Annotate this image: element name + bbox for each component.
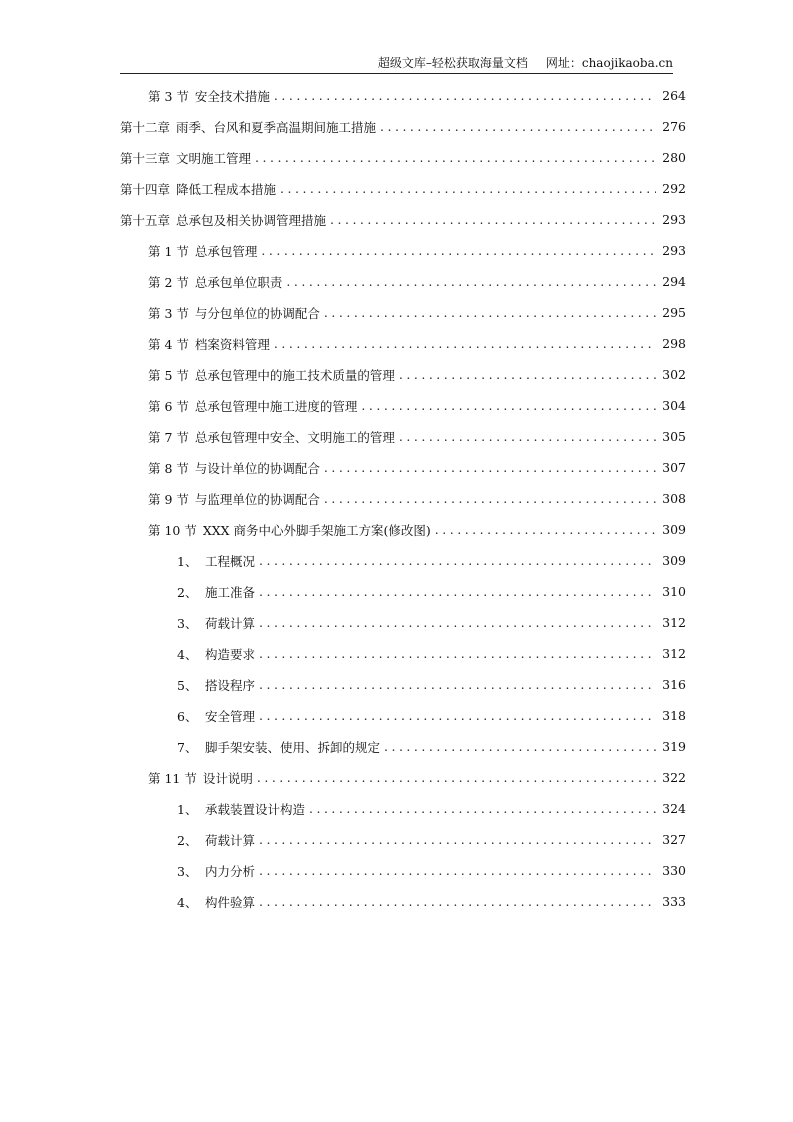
toc-entry-title: 与监理单位的协调配合	[194, 491, 320, 507]
toc-leader-dots	[330, 212, 656, 227]
toc-entry[interactable]	[120, 731, 686, 762]
toc-leader-dots	[261, 243, 656, 258]
header-site-title: 超级文库–轻松获取海量文档	[377, 56, 528, 70]
toc-entry[interactable]	[120, 576, 686, 607]
toc-entry-number: 第 2 节	[148, 274, 189, 290]
toc-entry[interactable]	[120, 421, 686, 452]
toc-entry-page: 333	[662, 894, 686, 909]
toc-entry[interactable]	[120, 328, 686, 359]
toc-entry-page: 307	[662, 460, 686, 475]
toc-entry-page: 293	[662, 212, 686, 227]
toc-entry-title: 降低工程成本措施	[176, 181, 277, 197]
toc-leader-dots	[259, 677, 656, 692]
toc-entry-page: 324	[662, 801, 686, 816]
toc-entry-title: 文明施工管理	[176, 150, 252, 166]
page-header	[120, 55, 673, 74]
toc-entry[interactable]	[120, 204, 686, 235]
toc-entry[interactable]	[120, 855, 686, 886]
toc-entry-number: 第十三章	[120, 150, 171, 166]
toc-leader-dots	[324, 491, 656, 506]
toc-entry[interactable]	[120, 762, 686, 793]
toc-leader-dots	[259, 584, 656, 599]
toc-entry-page: 319	[662, 739, 686, 754]
toc-leader-dots	[384, 739, 656, 754]
toc-entry-page: 276	[662, 119, 686, 134]
header-url[interactable]: chaojikaoba.cn	[581, 56, 673, 70]
toc-entry-title: 脚手架安装、使用、拆卸的规定	[205, 739, 381, 755]
toc-entry-title: 总承包管理	[194, 243, 258, 259]
toc-entry-title: 与设计单位的协调配合	[194, 460, 320, 476]
toc-entry-number: 第 3 节	[148, 88, 189, 104]
toc-leader-dots	[324, 460, 656, 475]
toc-entry-number: 第 1 节	[148, 243, 189, 259]
toc-entry[interactable]	[120, 142, 686, 173]
toc-leader-dots	[259, 615, 656, 630]
toc-entry-page: 330	[662, 863, 686, 878]
toc-entry-number: 3、	[177, 863, 198, 879]
toc-entry-page: 298	[662, 336, 686, 351]
toc-entry[interactable]	[120, 390, 686, 421]
toc-entry-title: 总承包管理中安全、文明施工的管理	[194, 429, 395, 445]
toc-entry-title: 搭设程序	[205, 677, 256, 693]
toc-entry-title: 雨季、台风和夏季高温期间施工措施	[176, 119, 377, 135]
toc-entry-number: 1、	[177, 801, 198, 817]
toc-entry-page: 304	[662, 398, 686, 413]
toc-entry-page: 280	[662, 150, 686, 165]
toc-entry-page: 318	[662, 708, 686, 723]
toc-entry-number: 4、	[177, 646, 198, 662]
toc-entry-page: 294	[662, 274, 686, 289]
toc-leader-dots	[380, 119, 656, 134]
toc-entry[interactable]	[120, 297, 686, 328]
toc-entry-number: 2、	[177, 832, 198, 848]
toc-entry-number: 第十二章	[120, 119, 171, 135]
toc-entry-title: 荷载计算	[205, 615, 256, 631]
toc-entry[interactable]	[120, 607, 686, 638]
toc-entry-title: 安全管理	[205, 708, 256, 724]
toc-entry-title: 总承包单位职责	[194, 274, 283, 290]
toc-leader-dots	[259, 832, 656, 847]
toc-entry[interactable]	[120, 793, 686, 824]
toc-entry-page: 310	[662, 584, 686, 599]
toc-entry-number: 3、	[177, 615, 198, 631]
toc-leader-dots	[259, 863, 656, 878]
toc-entry[interactable]	[120, 266, 686, 297]
toc-entry-number: 第 7 节	[148, 429, 189, 445]
toc-leader-dots	[259, 894, 656, 909]
toc-entry[interactable]	[120, 452, 686, 483]
toc-entry-page: 312	[662, 615, 686, 630]
toc-entry[interactable]	[120, 669, 686, 700]
toc-entry-title: 安全技术措施	[194, 88, 270, 104]
toc-entry-title: 设计说明	[202, 770, 253, 786]
toc-entry-page: 327	[662, 832, 686, 847]
toc-leader-dots	[259, 646, 656, 661]
toc-entry-number: 7、	[177, 739, 198, 755]
toc-entry-number: 6、	[177, 708, 198, 724]
toc-leader-dots	[280, 181, 656, 196]
toc-entry-number: 2、	[177, 584, 198, 600]
toc-entry-number: 第 3 节	[148, 305, 189, 321]
toc-entry-page: 302	[662, 367, 686, 382]
toc-entry-number: 第 10 节	[148, 522, 197, 538]
toc-leader-dots	[435, 522, 656, 537]
table-of-contents	[120, 80, 686, 917]
toc-entry-page: 316	[662, 677, 686, 692]
toc-leader-dots	[274, 88, 656, 103]
toc-entry[interactable]	[120, 545, 686, 576]
toc-entry-number: 第十四章	[120, 181, 171, 197]
toc-entry-number: 1、	[177, 553, 198, 569]
toc-entry-page: 295	[662, 305, 686, 320]
toc-entry-number: 第 9 节	[148, 491, 189, 507]
toc-entry-number: 第十五章	[120, 212, 171, 228]
toc-leader-dots	[259, 708, 656, 723]
toc-leader-dots	[399, 429, 656, 444]
toc-entry[interactable]	[120, 80, 686, 111]
toc-entry[interactable]	[120, 235, 686, 266]
toc-entry-number: 第 11 节	[148, 770, 197, 786]
toc-entry-page: 309	[662, 522, 686, 537]
toc-entry-title: 施工准备	[205, 584, 256, 600]
toc-entry-page: 309	[662, 553, 686, 568]
toc-leader-dots	[257, 770, 656, 785]
toc-entry[interactable]	[120, 514, 686, 545]
toc-entry-number: 第 8 节	[148, 460, 189, 476]
toc-entry-page: 312	[662, 646, 686, 661]
toc-entry-title: 与分包单位的协调配合	[194, 305, 320, 321]
toc-entry[interactable]	[120, 359, 686, 390]
toc-entry-number: 第 6 节	[148, 398, 189, 414]
toc-entry[interactable]	[120, 483, 686, 514]
toc-leader-dots	[259, 553, 656, 568]
toc-leader-dots	[309, 801, 656, 816]
toc-entry-number: 第 4 节	[148, 336, 189, 352]
toc-leader-dots	[274, 336, 656, 351]
toc-entry-title: 工程概况	[205, 553, 256, 569]
toc-entry-page: 308	[662, 491, 686, 506]
toc-entry-title: 内力分析	[205, 863, 256, 879]
toc-leader-dots	[324, 305, 656, 320]
toc-entry-title: 构造要求	[205, 646, 256, 662]
toc-entry-title: 承载装置设计构造	[205, 801, 306, 817]
toc-entry-title: 总承包及相关协调管理措施	[176, 212, 327, 228]
toc-entry-page: 305	[662, 429, 686, 444]
toc-entry-number: 4、	[177, 894, 198, 910]
toc-entry[interactable]	[120, 886, 686, 917]
toc-entry-page: 264	[662, 88, 686, 103]
toc-entry-page: 292	[662, 181, 686, 196]
toc-entry-title: 总承包管理中施工进度的管理	[194, 398, 358, 414]
toc-entry-page: 293	[662, 243, 686, 258]
toc-leader-dots	[361, 398, 656, 413]
toc-entry[interactable]	[120, 173, 686, 204]
toc-entry-title: 档案资料管理	[194, 336, 270, 352]
toc-entry-title: 荷载计算	[205, 832, 256, 848]
toc-entry[interactable]	[120, 700, 686, 731]
toc-leader-dots	[255, 150, 656, 165]
toc-entry-number: 第 5 节	[148, 367, 189, 383]
header-url-label: 网址：	[545, 56, 582, 70]
toc-entry[interactable]	[120, 111, 686, 142]
toc-leader-dots	[286, 274, 656, 289]
toc-entry[interactable]	[120, 824, 686, 855]
toc-entry[interactable]	[120, 638, 686, 669]
toc-entry-page: 322	[662, 770, 686, 785]
toc-entry-number: 5、	[177, 677, 198, 693]
toc-entry-title: 构件验算	[205, 894, 256, 910]
toc-entry-title: 总承包管理中的施工技术质量的管理	[194, 367, 395, 383]
toc-leader-dots	[399, 367, 656, 382]
toc-entry-title: XXX 商务中心外脚手架施工方案(修改图)	[202, 522, 431, 538]
